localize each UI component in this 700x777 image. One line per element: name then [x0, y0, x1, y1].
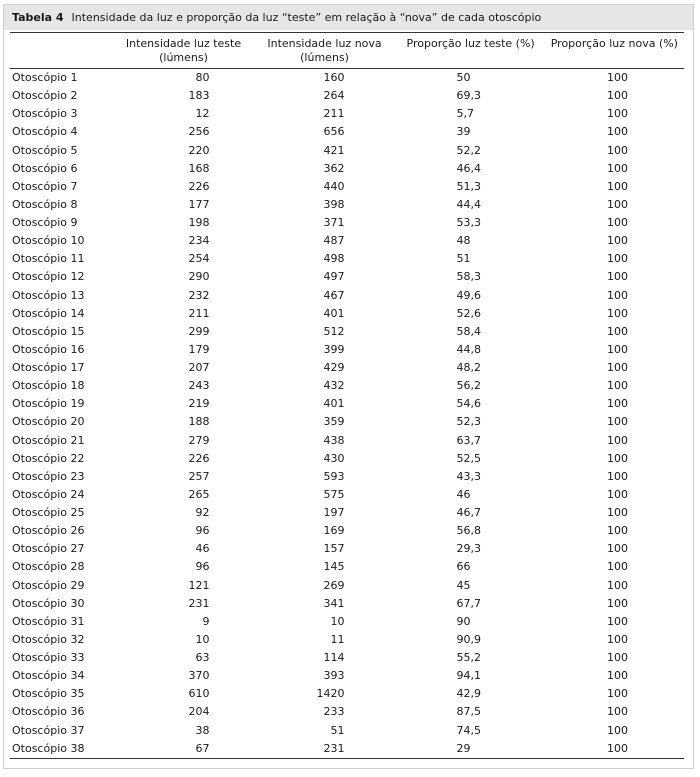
test-light-intensity: 12	[195, 107, 210, 121]
new-light-intensity: 430	[323, 451, 345, 465]
test-light-intensity: 257	[188, 469, 210, 483]
table-row	[10, 522, 684, 540]
table-row	[10, 160, 684, 178]
test-light-proportion: 58,3	[456, 270, 482, 284]
new-light-intensity: 269	[323, 578, 345, 592]
test-light-proportion: 56,8	[456, 524, 482, 538]
otoscope-light-table	[10, 32, 684, 759]
new-light-intensity: 11	[330, 632, 345, 646]
new-light-proportion: 100	[607, 578, 628, 592]
otoscope-name: Otoscópio 29	[12, 578, 85, 592]
new-light-intensity: 429	[323, 361, 345, 375]
table-row	[10, 232, 684, 250]
new-light-proportion: 100	[607, 451, 628, 465]
otoscope-name: Otoscópio 35	[12, 687, 85, 701]
new-light-intensity: 157	[323, 542, 345, 556]
test-light-intensity: 198	[188, 216, 210, 230]
otoscope-name: Otoscópio 9	[12, 216, 78, 230]
new-light-intensity: 341	[323, 596, 345, 610]
new-light-proportion: 100	[607, 361, 628, 375]
table-row	[10, 341, 684, 359]
test-light-intensity: 232	[188, 288, 210, 302]
new-light-intensity: 421	[323, 143, 345, 157]
test-light-proportion: 44,4	[456, 197, 482, 211]
otoscope-name: Otoscópio 19	[12, 397, 85, 411]
test-light-intensity: 188	[188, 415, 210, 429]
test-light-proportion: 46,4	[456, 161, 482, 175]
new-light-proportion: 100	[607, 197, 628, 211]
test-light-intensity: 234	[188, 234, 210, 248]
new-light-intensity: 401	[323, 397, 345, 411]
test-light-intensity: 96	[195, 560, 210, 574]
table-caption-text: Intensidade da luz e proporção da luz “teste” em relação à “nova” de cada otoscópio	[71, 11, 542, 24]
new-light-proportion-header: Proporção luz nova (%)	[550, 37, 678, 50]
test-light-proportion: 46	[456, 487, 471, 501]
test-light-proportion: 52,5	[456, 451, 482, 465]
table-row	[10, 504, 684, 522]
test-light-intensity: 220	[188, 143, 210, 157]
new-light-intensity: 233	[323, 705, 345, 719]
table-header	[10, 33, 684, 69]
table-caption-label: Tabela 4	[12, 11, 64, 24]
new-light-intensity: 51	[330, 723, 345, 737]
test-light-intensity: 226	[188, 179, 210, 193]
new-light-proportion: 100	[607, 270, 628, 284]
test-light-intensity-header: Intensidade luz teste (lúmens)	[125, 37, 242, 64]
table-row	[10, 214, 684, 232]
otoscope-name: Otoscópio 38	[12, 741, 85, 755]
table-row	[10, 685, 684, 703]
otoscope-name: Otoscópio 30	[12, 596, 85, 610]
new-light-intensity: 656	[323, 125, 345, 139]
otoscope-name: Otoscópio 5	[12, 143, 78, 157]
otoscope-name: Otoscópio 25	[12, 506, 85, 520]
test-light-intensity: 10	[195, 632, 210, 646]
test-light-proportion: 51,3	[456, 179, 482, 193]
new-light-proportion: 100	[607, 524, 628, 538]
test-light-intensity: 243	[188, 379, 210, 393]
table-row	[10, 613, 684, 631]
test-light-proportion: 90	[456, 614, 471, 628]
new-light-intensity: 467	[323, 288, 345, 302]
table-row	[10, 178, 684, 196]
new-light-intensity: 231	[323, 741, 345, 755]
new-light-proportion: 100	[607, 234, 628, 248]
new-light-proportion: 100	[607, 506, 628, 520]
test-light-proportion: 69,3	[456, 89, 482, 103]
new-light-intensity: 432	[323, 379, 345, 393]
new-light-proportion: 100	[607, 632, 628, 646]
new-light-proportion: 100	[607, 306, 628, 320]
table-row	[10, 305, 684, 323]
otoscope-name: Otoscópio 16	[12, 342, 85, 356]
test-light-intensity: 177	[188, 197, 210, 211]
table-row	[10, 413, 684, 431]
new-light-proportion: 100	[607, 107, 628, 121]
otoscope-name: Otoscópio 23	[12, 469, 85, 483]
otoscope-name: Otoscópio 26	[12, 524, 85, 538]
test-light-intensity: 179	[188, 342, 210, 356]
otoscope-name: Otoscópio 3	[12, 107, 78, 121]
otoscope-name: Otoscópio 36	[12, 705, 85, 719]
new-light-proportion: 100	[607, 342, 628, 356]
otoscope-name: Otoscópio 28	[12, 560, 85, 574]
otoscope-name: Otoscópio 10	[12, 234, 85, 248]
new-light-intensity: 211	[323, 107, 345, 121]
table-row	[10, 667, 684, 685]
test-light-intensity: 96	[195, 524, 210, 538]
row-label-header	[10, 33, 114, 69]
test-light-proportion: 50	[456, 71, 471, 85]
table-row	[10, 287, 684, 305]
otoscope-name: Otoscópio 14	[12, 306, 85, 320]
new-light-intensity: 371	[323, 216, 345, 230]
new-light-proportion: 100	[607, 560, 628, 574]
new-light-intensity: 160	[323, 71, 345, 85]
otoscope-name: Otoscópio 15	[12, 324, 85, 338]
test-light-proportion: 74,5	[456, 723, 482, 737]
test-light-intensity: 211	[188, 306, 210, 320]
otoscope-name: Otoscópio 6	[12, 161, 78, 175]
table-row	[10, 359, 684, 377]
new-light-intensity: 197	[323, 506, 345, 520]
otoscope-name: Otoscópio 20	[12, 415, 85, 429]
new-light-intensity: 1420	[316, 687, 345, 701]
new-light-proportion: 100	[607, 487, 628, 501]
new-light-intensity: 114	[323, 651, 345, 665]
new-light-intensity: 593	[323, 469, 345, 483]
test-light-proportion: 87,5	[456, 705, 482, 719]
table-row	[10, 703, 684, 721]
header-row	[10, 33, 684, 69]
test-light-proportion: 39	[456, 125, 471, 139]
table-row	[10, 577, 684, 595]
test-light-proportion: 49,6	[456, 288, 482, 302]
new-light-intensity: 512	[323, 324, 345, 338]
test-light-proportion: 58,4	[456, 324, 482, 338]
new-light-intensity-header: Intensidade luz nova (lúmens)	[267, 37, 382, 64]
test-light-proportion: 51	[456, 252, 471, 266]
table-row	[10, 432, 684, 450]
new-light-proportion: 100	[607, 89, 628, 103]
new-light-intensity: 487	[323, 234, 345, 248]
test-light-intensity: 610	[188, 687, 210, 701]
test-light-proportion: 66	[456, 560, 471, 574]
table-row	[10, 649, 684, 667]
new-light-intensity: 145	[323, 560, 345, 574]
new-light-proportion: 100	[607, 741, 628, 755]
new-light-intensity: 169	[323, 524, 345, 538]
test-light-intensity: 265	[188, 487, 210, 501]
test-light-intensity: 231	[188, 596, 210, 610]
test-light-intensity: 63	[195, 651, 210, 665]
test-light-intensity: 290	[188, 270, 210, 284]
test-light-intensity: 67	[195, 741, 210, 755]
test-light-intensity: 204	[188, 705, 210, 719]
otoscope-name: Otoscópio 32	[12, 632, 85, 646]
otoscope-name: Otoscópio 11	[12, 252, 85, 266]
new-light-proportion: 100	[607, 216, 628, 230]
test-light-proportion: 54,6	[456, 397, 482, 411]
otoscope-name: Otoscópio 31	[12, 614, 85, 628]
otoscope-name: Otoscópio 18	[12, 379, 85, 393]
test-light-intensity: 254	[188, 252, 210, 266]
test-light-intensity: 299	[188, 324, 210, 338]
new-light-intensity: 498	[323, 252, 345, 266]
table-body	[10, 69, 684, 759]
test-light-proportion: 56,2	[456, 379, 482, 393]
table-row	[10, 268, 684, 286]
test-light-proportion: 46,7	[456, 506, 482, 520]
test-light-proportion: 45	[456, 578, 471, 592]
table-row	[10, 395, 684, 413]
table-row	[10, 69, 684, 88]
test-light-proportion: 48,2	[456, 361, 482, 375]
new-light-intensity: 399	[323, 342, 345, 356]
table-row	[10, 196, 684, 214]
table-row	[10, 142, 684, 160]
test-light-intensity: 80	[195, 71, 210, 85]
otoscope-name: Otoscópio 33	[12, 651, 85, 665]
new-light-intensity: 497	[323, 270, 345, 284]
new-light-proportion: 100	[607, 324, 628, 338]
otoscope-name: Otoscópio 24	[12, 487, 85, 501]
table-row	[10, 631, 684, 649]
new-light-intensity: 362	[323, 161, 345, 175]
new-light-intensity: 438	[323, 433, 345, 447]
new-light-intensity: 393	[323, 669, 345, 683]
new-light-proportion: 100	[607, 415, 628, 429]
test-light-proportion: 29	[456, 741, 471, 755]
new-light-proportion: 100	[607, 596, 628, 610]
new-light-proportion: 100	[607, 288, 628, 302]
new-light-intensity: 398	[323, 197, 345, 211]
new-light-intensity: 359	[323, 415, 345, 429]
test-light-proportion: 94,1	[456, 669, 482, 683]
test-light-proportion: 67,7	[456, 596, 482, 610]
test-light-proportion: 55,2	[456, 651, 482, 665]
new-light-proportion: 100	[607, 397, 628, 411]
test-light-proportion: 48	[456, 234, 471, 248]
new-light-intensity: 440	[323, 179, 345, 193]
new-light-intensity: 10	[330, 614, 345, 628]
otoscope-name: Otoscópio 13	[12, 288, 85, 302]
otoscope-name: Otoscópio 2	[12, 89, 78, 103]
new-light-intensity: 575	[323, 487, 345, 501]
otoscope-name: Otoscópio 17	[12, 361, 85, 375]
test-light-intensity: 279	[188, 433, 210, 447]
test-light-proportion: 42,9	[456, 687, 482, 701]
new-light-proportion: 100	[607, 252, 628, 266]
test-light-intensity: 219	[188, 397, 210, 411]
otoscope-name: Otoscópio 1	[12, 71, 78, 85]
test-light-intensity: 46	[195, 542, 210, 556]
table-row	[10, 87, 684, 105]
otoscope-name: Otoscópio 4	[12, 125, 78, 139]
test-light-proportion: 29,3	[456, 542, 482, 556]
table-row	[10, 486, 684, 504]
new-light-intensity: 264	[323, 89, 345, 103]
table-row	[10, 540, 684, 558]
test-light-intensity: 370	[188, 669, 210, 683]
test-light-proportion: 52,6	[456, 306, 482, 320]
table-row	[10, 123, 684, 141]
otoscope-name: Otoscópio 8	[12, 197, 78, 211]
table-row	[10, 323, 684, 341]
otoscope-name: Otoscópio 7	[12, 179, 78, 193]
test-light-intensity: 183	[188, 89, 210, 103]
test-light-intensity: 168	[188, 161, 210, 175]
new-light-proportion: 100	[607, 379, 628, 393]
test-light-proportion: 52,3	[456, 415, 482, 429]
new-light-proportion: 100	[607, 469, 628, 483]
test-light-intensity: 92	[195, 506, 210, 520]
table-row	[10, 595, 684, 613]
new-light-proportion: 100	[607, 71, 628, 85]
table-row	[10, 740, 684, 759]
otoscope-name: Otoscópio 12	[12, 270, 85, 284]
test-light-intensity: 121	[188, 578, 210, 592]
test-light-proportion: 90,9	[456, 632, 482, 646]
new-light-proportion: 100	[607, 687, 628, 701]
new-light-intensity: 401	[323, 306, 345, 320]
new-light-proportion: 100	[607, 669, 628, 683]
new-light-proportion: 100	[607, 125, 628, 139]
table-row	[10, 105, 684, 123]
test-light-proportion: 52,2	[456, 143, 482, 157]
table-row	[10, 558, 684, 576]
table-row	[10, 250, 684, 268]
new-light-proportion: 100	[607, 705, 628, 719]
test-light-proportion-header: Proporção luz teste (%)	[406, 37, 535, 50]
test-light-intensity: 207	[188, 361, 210, 375]
new-light-proportion: 100	[607, 651, 628, 665]
new-light-proportion: 100	[607, 179, 628, 193]
new-light-proportion: 100	[607, 433, 628, 447]
new-light-proportion: 100	[607, 542, 628, 556]
otoscope-name: Otoscópio 21	[12, 433, 85, 447]
table-caption	[4, 5, 693, 30]
new-light-proportion: 100	[607, 723, 628, 737]
test-light-intensity: 226	[188, 451, 210, 465]
otoscope-name: Otoscópio 34	[12, 669, 85, 683]
table-row	[10, 450, 684, 468]
table-row	[10, 468, 684, 486]
test-light-proportion: 5,7	[456, 107, 475, 121]
table-row	[10, 377, 684, 395]
new-light-proportion: 100	[607, 161, 628, 175]
test-light-proportion: 63,7	[456, 433, 482, 447]
table-row	[10, 722, 684, 740]
test-light-intensity: 256	[188, 125, 210, 139]
test-light-intensity: 9	[202, 614, 210, 628]
test-light-intensity: 38	[195, 723, 210, 737]
new-light-proportion: 100	[607, 143, 628, 157]
test-light-proportion: 44,8	[456, 342, 482, 356]
new-light-proportion: 100	[607, 614, 628, 628]
otoscope-name: Otoscópio 27	[12, 542, 85, 556]
test-light-proportion: 53,3	[456, 216, 482, 230]
test-light-proportion: 43,3	[456, 469, 482, 483]
otoscope-name: Otoscópio 22	[12, 451, 85, 465]
otoscope-name: Otoscópio 37	[12, 723, 85, 737]
